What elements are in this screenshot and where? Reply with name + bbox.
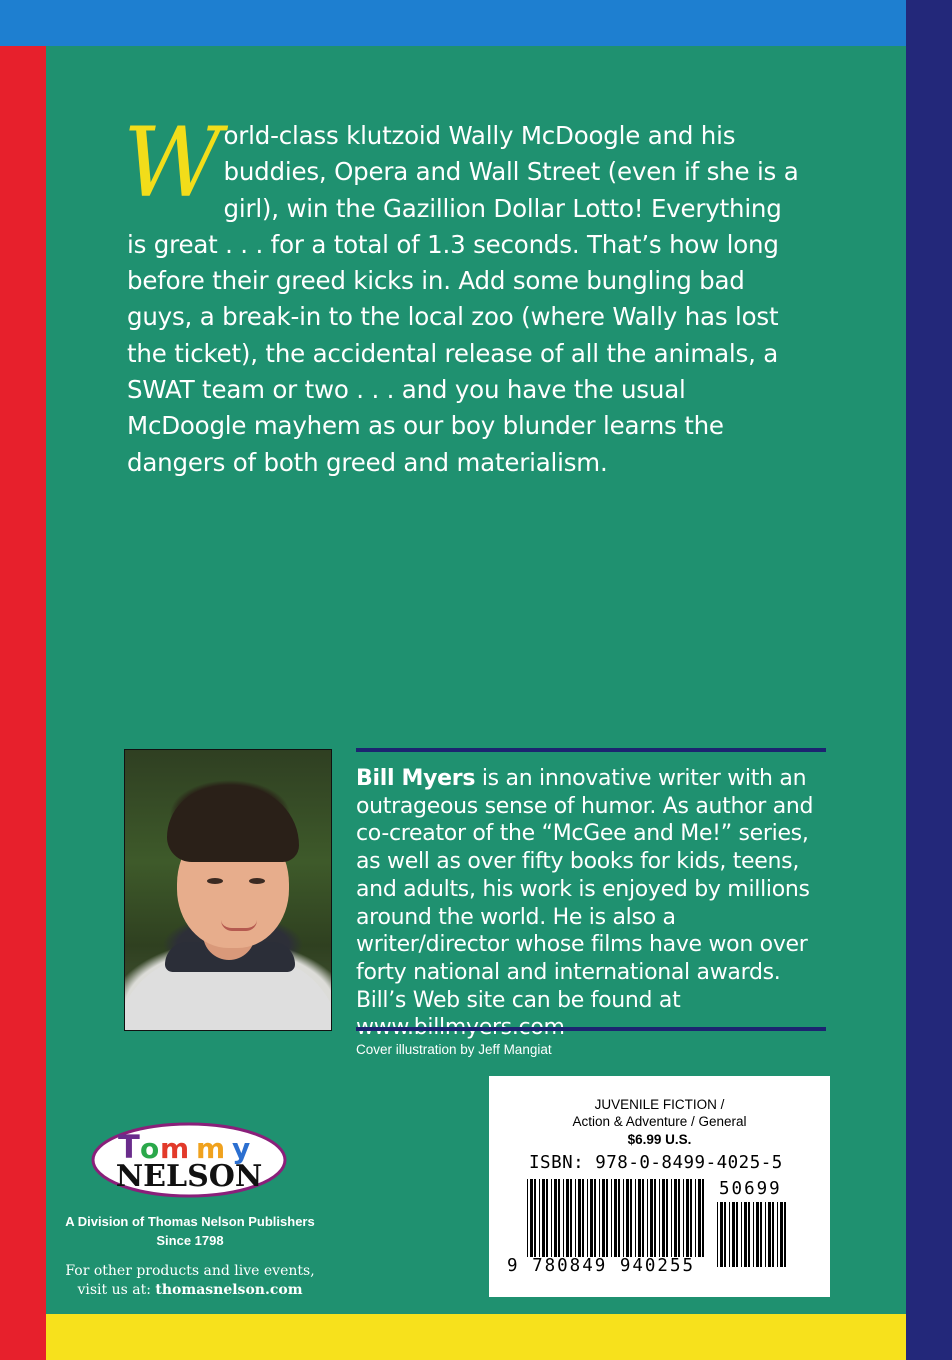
back-cover-blurb	[123, 107, 807, 481]
bio-top-rule	[356, 748, 826, 752]
top-color-band	[0, 0, 906, 46]
drop-cap: W	[123, 107, 222, 219]
tommy-nelson-logo	[90, 1118, 288, 1198]
bottom-color-band	[46, 1314, 906, 1360]
author-bio-text: is an innovative writer with an outrageous sense of humor. As author and co-creator of the “McGee and Me!” series, as well as over fifty books for kids, teens, and adults, his work is enjoyed by millions around the world. He is also a writer/director whose films have won over forty national and international awards. Bill’s Web site can be found at	[356, 766, 814, 1013]
right-color-band	[906, 0, 952, 1360]
blurb-text: orld-class klutzoid Wally McDoogle and his buddies, Opera and Wall Street (even if she is a girl), win the Gazillion Dollar Lotto! Everything is great . . . for a total of 1.3 seconds. That’s how long before their greed kicks in. Add some bungling bad guys, a break-in to the local zoo (where Wally has lost the ticket), the accidental release of all the animals, a SWAT team or two . . . and you have the usual McDoogle mayhem as our boy blunder learns the dangers of both greed and materialism.	[127, 121, 799, 477]
svg-text:o: o	[140, 1132, 160, 1165]
category-line-1: JUVENILE FICTION /	[594, 1097, 725, 1112]
svg-text:m: m	[196, 1132, 226, 1165]
visit-prefix: visit us at:	[77, 1282, 156, 1298]
left-color-band	[0, 46, 46, 1360]
division-line-2: Since 1798	[156, 1233, 224, 1248]
svg-text:y: y	[232, 1132, 251, 1165]
ean-digits: 9 780849 940255	[507, 1256, 696, 1276]
author-name: Bill Myers	[356, 766, 476, 791]
author-photo	[124, 749, 332, 1031]
svg-text:T: T	[118, 1128, 140, 1166]
addon-barcode	[717, 1202, 789, 1267]
isbn: ISBN: 978-0-8499-4025-5	[529, 1153, 783, 1173]
bio-bottom-rule	[356, 1027, 826, 1031]
svg-text:NELSON: NELSON	[115, 1159, 263, 1194]
division-line-1: A Division of Thomas Nelson Publishers	[65, 1214, 315, 1229]
svg-text:m: m	[160, 1132, 190, 1165]
barcode-box	[489, 1076, 830, 1297]
publisher-visit	[40, 1262, 340, 1300]
category-line-2: Action & Adventure / General	[572, 1114, 747, 1129]
price: $6.99 U.S.	[627, 1132, 692, 1147]
cover-credit: Cover illustration by Jeff Mangiat	[356, 1042, 552, 1057]
publisher-url: thomasnelson.com	[155, 1282, 303, 1298]
author-bio	[356, 765, 831, 1042]
publisher-division	[40, 1212, 340, 1250]
ean-barcode	[527, 1179, 707, 1267]
visit-line-1: For other products and live events,	[65, 1263, 315, 1279]
addon-digits: 50699	[719, 1179, 782, 1199]
